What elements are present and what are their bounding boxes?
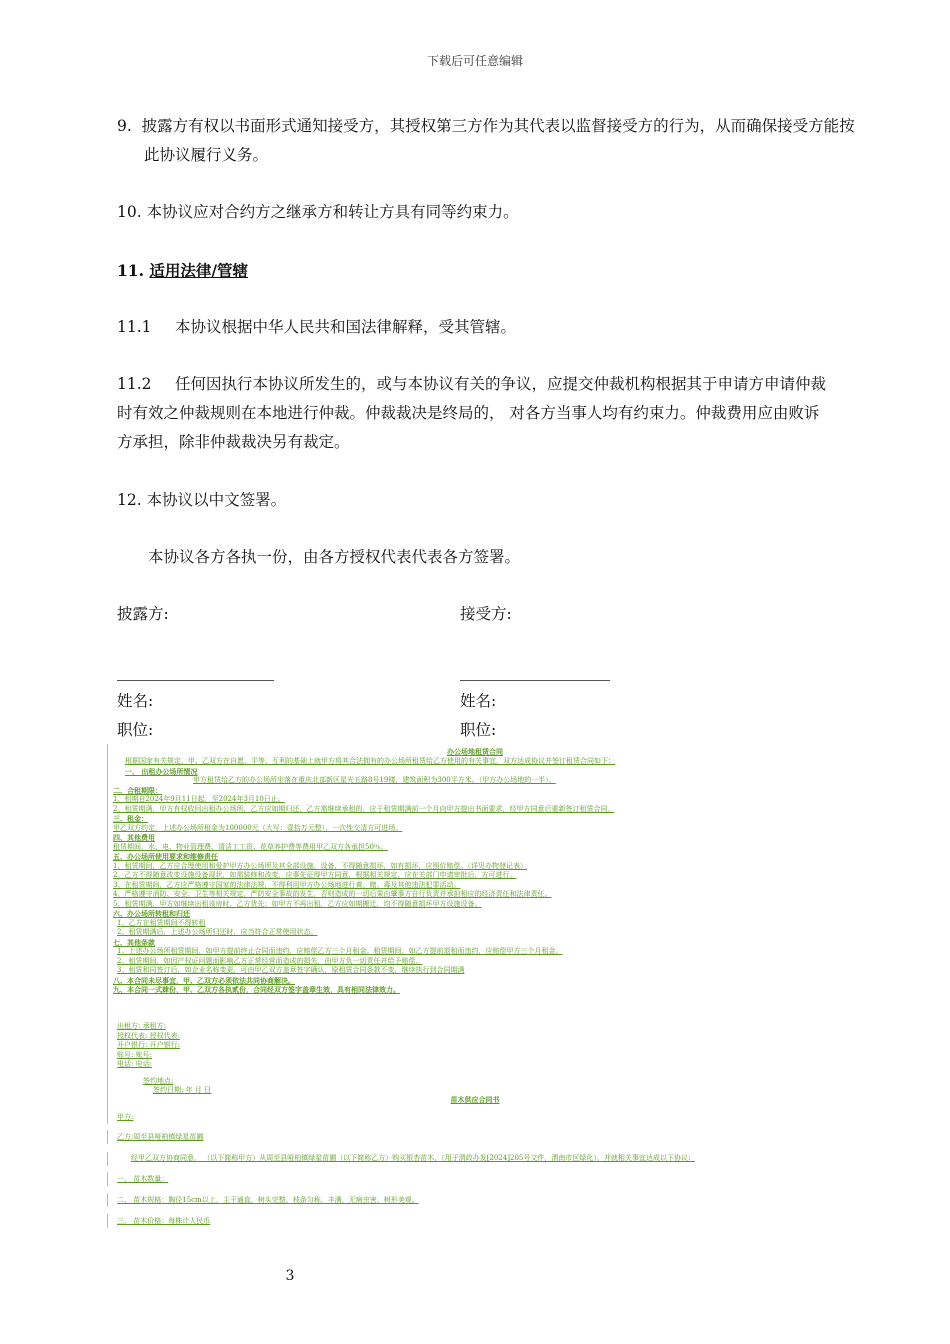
lease-sign-line: 电话: 电话: [117,1060,152,1068]
lease-line: 2、租赁期间，如因产权证问题而影响乙方正常经营而造成的损失，由甲方负一切责任并给予赔偿。 [117,956,423,965]
lease-line: 1、租期自2024年9月11日起，至2024年3月10日止。 [113,795,285,803]
lease-line: 4、严格遵守消防、安全、卫生等相关规定，严防安全事故的发生，否则造成的一切后果由肇事方自行负责并承担相应的经济责任和法律责任。 [113,890,552,898]
lease-sign-date: 签约日期: 年 月 日 [153,1086,212,1094]
lease-line: 1、上述办公场所租赁期间，如甲方提前终止合同而违约，应赔偿乙方三个月租金。租赁期间，如乙方提前退租而违约，应赔偿甲方三个月租金。 [117,947,563,955]
lease-line: 1、乙方在租赁期间不得转租 [117,918,206,927]
clause-9-text: 披露方有权以书面形式通知接受方，其授权第三方作为其代表以监督接受方的行为，从而确保接受方能按此协议履行义务。 [141,117,855,164]
clause-9 [117,112,860,170]
lease-line: 一、 出租办公场所情况 [125,766,198,776]
seedling-intro: 经甲乙双方协商同意， （以下简称甲方）从周至县哑柏镇绿星苗圃（以下简称乙方）购买银杏苗木，（用于渭政办发[2024]205号文件，渭南市区绿化），并就相关事宜达成以下协议： [131,1154,695,1162]
lease-line: 1、租赁期间，乙方应合理使用和爱护甲方办公场所及其全部设施、设备，不得随意损坏，如有损坏，应照价赔偿。（详见办物登记表） [113,861,527,870]
lease-line: 三、租金： [113,814,148,823]
closing-statement: 本协议各方各执一份，由各方授权代表代表各方签署。 [148,548,521,566]
clause-11-heading [117,256,833,285]
seedling-margin-mark [107,1152,108,1166]
discloser-label: 披露方: [117,605,169,623]
clause-11-1-number: 11.1 [117,318,152,336]
discloser-signature-line [117,680,274,681]
lease-line: 甲乙双方约定，上述办公场所租金为100000元（大写：壹拾万元整），一次性交清方可进场。 [113,823,403,832]
seedling-margin-mark [107,1130,108,1144]
recipient-title-label: 职位: [460,721,497,739]
recipient-signature-line [460,680,610,681]
clause-11-1 [117,313,833,342]
discloser-name-label: 姓名: [117,692,154,710]
clause-11-number: 11. [117,261,144,280]
lease-sign-line: 开户银行: 开户银行: [117,1041,180,1049]
lease-sign-line: 出租方: 承租方: [117,1022,166,1030]
seedling-margin-mark [107,1214,108,1228]
seedling-party-b: 乙方:周至县哑柏镇绿星苗圃 [117,1133,204,1141]
lease-line: 2、租赁期满后，上述办公场所归还时，应当符合正常使用状态。 [117,928,318,936]
lease-line: 2、租赁期满，甲方有权收回出租办公场所，乙方应如期归还，乙方需继续承租的，应于租赁期满前一个月向甲方提出书面要求，经甲方同意后重新签订租赁合同。 [113,804,615,813]
lease-signature-block [117,1022,180,1070]
clause-11-1-text: 本协议根据中华人民共和国法律解释，受其管辖。 [175,318,517,336]
lease-line: 七、其他条款 [113,937,155,947]
lease-sign-line: 账号: 账号: [117,1050,152,1059]
lease-line: 租赁期间，水、电、物业管理费、清洁工工资、花草养护费等费用甲乙双方各承担50％。 [113,842,388,851]
seedling-item-2: 二、 苗木规格：胸径15cm以上，主干通直，树头完整，枝条匀称，丰满，无病虫害，树形美观。 [117,1196,419,1204]
lease-line: 5、租赁期满，甲方如继续出租该房时，乙方优先；如甲方不再出租，乙方应如期搬迁，均不得随意损坏甲方设施设备。 [113,899,482,908]
page-header: 下载后可任意编辑 [426,54,523,68]
clause-11-title: 适用法律/管辖 [149,261,249,280]
clause-9-number: 9. [117,117,132,135]
lease-line: 八、本合同未尽事宜，甲、乙双方必须依法共同协商解决。 [113,975,295,985]
lease-line: 二、合租期限： [113,785,162,795]
lease-body [113,757,615,995]
lease-sign-line: 授权代表: 授权代表: [117,1031,180,1040]
page-number: 3 [285,1268,295,1284]
lease-title: 办公场地租赁合同 [447,747,503,756]
clause-11-2-text: 任何因执行本协议所发生的，或与本协议有关的争议，应提交仲裁机构根据其于申请方申请仲裁时有效之仲裁规则在本地进行仲裁。仲裁裁决是终局的， 对各方当事人均有约束力。仲裁费用应由败诉方承担，除非仲裁裁决另有裁定。 [117,375,827,451]
clause-12: 12. 本协议以中文签署。 [117,491,287,509]
seedling-margin-mark [107,1172,108,1186]
lease-line: 六、办公场所转租和归还 [113,909,190,918]
seedling-item-1: 一、 苗木数量： [117,1175,169,1183]
lease-line: 五、办公场所使用要求和维修责任 [113,852,218,861]
recipient-name-label: 姓名: [460,692,497,710]
seedling-party-a: 甲方: [117,1113,134,1121]
recipient-label: 接受方: [460,605,512,623]
lease-line: 甲方租赁给乙方的办公场所坐落在重庆北部新区星光五路8号19楼，建筑面积为300平方米。（甲方办公场地的一半）。 [193,776,556,784]
lease-sign-place: 签约地点: [143,1077,174,1085]
lease-line: 3、租赁和同签订后，如企业名称变更，可由甲乙双方盖章签字确认，原租赁合同条款不变，继续执行到合同期满 [117,966,465,974]
embedded-doc-margin-line [107,744,108,1124]
seedling-item-3: 三、 苗木价格：每株计人民币 [117,1217,211,1225]
lease-line: 根据国家有关规定，甲、乙双方在自愿、平等、互利的基础上就甲方将其合法拥有的办公场所租赁给乙方使用的有关事宜，双方达成协议并签订租赁合同如下： [125,757,615,765]
clause-10: 10. 本协议应对合约方之继承方和转让方具有同等约束力。 [117,203,519,221]
lease-line: 3、在租赁期间，乙方应严格遵守国家的法律法规，不得利用甲方办公场地进行黄、赌、毒及其他违法犯罪活动。 [113,880,461,889]
discloser-title-label: 职位: [117,721,154,739]
lease-line: 九、本合同一式肆份，甲、乙双方各执贰份，合同经双方签字盖章生效，具有相同法律效力。 [113,985,400,994]
seedling-margin-mark [107,1193,108,1207]
clause-11-2 [117,370,833,457]
clause-11-2-number: 11.2 [117,375,152,393]
lease-line: 四、其他费用 [113,833,155,842]
seedling-title: 苗木供应合同书 [450,1095,500,1104]
lease-line: 2、乙方不得随意改变设施设备现状，如需装修和改变，应事先征得甲方同意，根据相关规定，应在关部门申请审批后，方可进行。 [113,871,517,879]
